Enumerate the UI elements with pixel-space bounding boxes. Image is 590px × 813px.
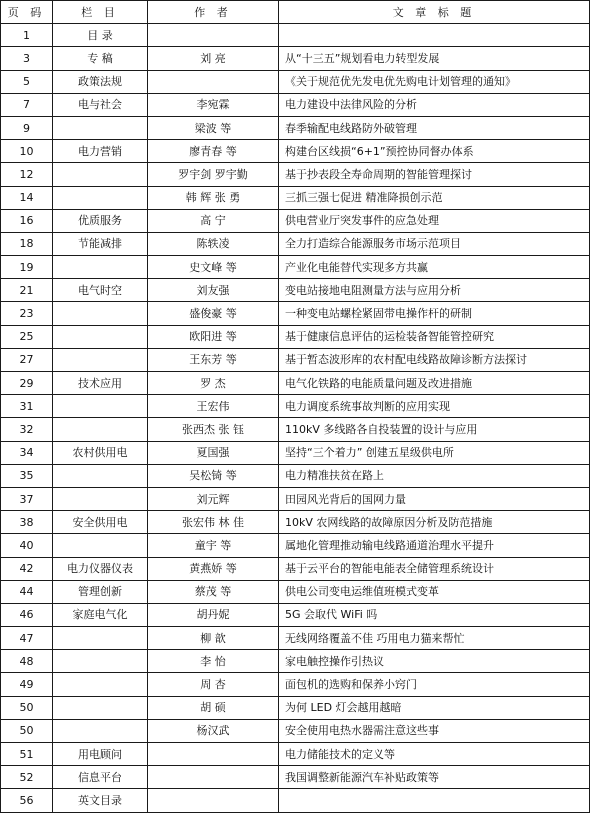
article-title-cell: 基于抄表段全寿命周期的智能管理探讨	[279, 163, 590, 186]
article-title-cell: 我国调整新能源汽车补贴政策等	[279, 766, 590, 789]
author-cell	[148, 766, 279, 789]
column-cell: 目 录	[53, 24, 148, 47]
table-row	[1, 418, 590, 441]
table-row	[1, 673, 590, 696]
article-title-cell	[279, 789, 590, 812]
page-number-cell: 47	[1, 627, 53, 650]
column-cell	[53, 673, 148, 696]
author-cell: 刘友强	[148, 279, 279, 302]
column-cell	[53, 487, 148, 510]
article-title-cell: 田园风光背后的国网力量	[279, 487, 590, 510]
table-row	[1, 372, 590, 395]
column-cell: 技术应用	[53, 372, 148, 395]
column-cell: 安全供用电	[53, 511, 148, 534]
page-number-cell: 18	[1, 232, 53, 255]
column-cell: 用电顾问	[53, 743, 148, 766]
author-cell: 韩 辉 张 勇	[148, 186, 279, 209]
page-number-cell: 7	[1, 93, 53, 116]
column-cell: 电力仪器仪表	[53, 557, 148, 580]
author-cell: 欧阳进 等	[148, 325, 279, 348]
author-cell: 梁波 等	[148, 116, 279, 139]
article-title-cell: 一种变电站螺栓紧固带电操作杆的研制	[279, 302, 590, 325]
page-number-cell: 21	[1, 279, 53, 302]
page-number-cell: 10	[1, 140, 53, 163]
column-cell	[53, 534, 148, 557]
column-cell: 信息平台	[53, 766, 148, 789]
page-number-cell: 29	[1, 372, 53, 395]
table-row	[1, 348, 590, 371]
table-row	[1, 163, 590, 186]
column-cell: 节能减排	[53, 232, 148, 255]
article-title-cell: 属地化管理推动输电线路通道治理水平提升	[279, 534, 590, 557]
column-cell	[53, 650, 148, 673]
column-cell	[53, 696, 148, 719]
page-number-cell: 48	[1, 650, 53, 673]
author-cell: 夏国强	[148, 441, 279, 464]
author-cell: 盛俊豪 等	[148, 302, 279, 325]
page-number-cell: 5	[1, 70, 53, 93]
table-row	[1, 743, 590, 766]
author-cell: 李宛霖	[148, 93, 279, 116]
article-title-cell: 全力打造综合能源服务市场示范项目	[279, 232, 590, 255]
page-number-cell: 16	[1, 209, 53, 232]
author-cell	[148, 70, 279, 93]
table-row	[1, 302, 590, 325]
author-cell: 童宇 等	[148, 534, 279, 557]
author-cell: 王宏伟	[148, 395, 279, 418]
header-title: 文 章 标 题	[279, 1, 590, 24]
author-cell: 周 杏	[148, 673, 279, 696]
article-title-cell: 从“十三五”规划看电力转型发展	[279, 47, 590, 70]
author-cell: 吴松锜 等	[148, 464, 279, 487]
page-number-cell: 32	[1, 418, 53, 441]
page-number-cell: 50	[1, 719, 53, 742]
author-cell	[148, 24, 279, 47]
table-row	[1, 24, 590, 47]
article-title-cell: 《关于规范优先发电优先购电计划管理的通知》	[279, 70, 590, 93]
column-cell	[53, 348, 148, 371]
author-cell	[148, 743, 279, 766]
column-cell	[53, 186, 148, 209]
column-cell: 管理创新	[53, 580, 148, 603]
article-title-cell: 电气化铁路的电能质量问题及改进措施	[279, 372, 590, 395]
table-row	[1, 487, 590, 510]
author-cell: 杨汉武	[148, 719, 279, 742]
table-row	[1, 511, 590, 534]
table-row	[1, 650, 590, 673]
column-cell: 政策法规	[53, 70, 148, 93]
table-row	[1, 696, 590, 719]
article-title-cell: 变电站接地电阻测量方法与应用分析	[279, 279, 590, 302]
page-number-cell: 52	[1, 766, 53, 789]
article-title-cell: 三抓三强七促进 精准降损创示范	[279, 186, 590, 209]
author-cell: 刘元辉	[148, 487, 279, 510]
article-title-cell: 电力建设中法律风险的分析	[279, 93, 590, 116]
header-column: 栏 目	[53, 1, 148, 24]
author-cell: 高 宁	[148, 209, 279, 232]
column-cell	[53, 418, 148, 441]
article-title-cell: 无线网络覆盖不佳 巧用电力猫来帮忙	[279, 627, 590, 650]
article-title-cell	[279, 24, 590, 47]
table-row	[1, 395, 590, 418]
article-title-cell: 为何 LED 灯会越用越暗	[279, 696, 590, 719]
page-number-cell: 44	[1, 580, 53, 603]
article-title-cell: 基于健康信息评估的运检装备智能管控研究	[279, 325, 590, 348]
page-number-cell: 31	[1, 395, 53, 418]
article-title-cell: 家电触控操作引热议	[279, 650, 590, 673]
page-number-cell: 1	[1, 24, 53, 47]
page-number-cell: 19	[1, 256, 53, 279]
column-cell	[53, 395, 148, 418]
article-title-cell: 坚持“三个着力” 创建五星级供电所	[279, 441, 590, 464]
author-cell: 王东芳 等	[148, 348, 279, 371]
table-row	[1, 627, 590, 650]
table-row	[1, 70, 590, 93]
article-title-cell: 电力储能技术的定义等	[279, 743, 590, 766]
article-title-cell: 供电公司变电运维值班模式变革	[279, 580, 590, 603]
column-cell	[53, 302, 148, 325]
column-cell	[53, 325, 148, 348]
table-row	[1, 441, 590, 464]
table-row	[1, 256, 590, 279]
table-row	[1, 325, 590, 348]
table-row	[1, 789, 590, 812]
column-cell	[53, 627, 148, 650]
table-row	[1, 557, 590, 580]
author-cell: 张西杰 张 钰	[148, 418, 279, 441]
table-row	[1, 719, 590, 742]
author-cell	[148, 789, 279, 812]
page-number-cell: 25	[1, 325, 53, 348]
column-cell	[53, 256, 148, 279]
header-page: 页 码	[1, 1, 53, 24]
column-cell: 专 稿	[53, 47, 148, 70]
page-number-cell: 40	[1, 534, 53, 557]
page-number-cell: 51	[1, 743, 53, 766]
column-cell: 电气时空	[53, 279, 148, 302]
article-title-cell: 5G 会取代 WiFi 吗	[279, 603, 590, 626]
author-cell: 李 怡	[148, 650, 279, 673]
page-number-cell: 42	[1, 557, 53, 580]
table-row	[1, 534, 590, 557]
table-row	[1, 603, 590, 626]
author-cell: 胡丹妮	[148, 603, 279, 626]
table-row	[1, 93, 590, 116]
article-title-cell: 电力调度系统事故判断的应用实现	[279, 395, 590, 418]
author-cell: 刘 亮	[148, 47, 279, 70]
header-author: 作 者	[148, 1, 279, 24]
column-cell	[53, 719, 148, 742]
table-row	[1, 766, 590, 789]
author-cell: 张宏伟 林 佳	[148, 511, 279, 534]
article-title-cell: 110kV 多线路各自投装置的设计与应用	[279, 418, 590, 441]
page-number-cell: 12	[1, 163, 53, 186]
article-title-cell: 电力精准扶贫在路上	[279, 464, 590, 487]
column-cell: 电力营销	[53, 140, 148, 163]
author-cell: 柳 歆	[148, 627, 279, 650]
article-title-cell: 供电营业厅突发事件的应急处理	[279, 209, 590, 232]
column-cell	[53, 163, 148, 186]
author-cell: 蔡茂 等	[148, 580, 279, 603]
column-cell: 英文目录	[53, 789, 148, 812]
article-title-cell: 安全使用电热水器需注意这些事	[279, 719, 590, 742]
page-number-cell: 23	[1, 302, 53, 325]
page-number-cell: 50	[1, 696, 53, 719]
article-title-cell: 构建台区线损“6+1”预控协同督办体系	[279, 140, 590, 163]
article-title-cell: 春季输配电线路防外破管理	[279, 116, 590, 139]
author-cell: 史文峰 等	[148, 256, 279, 279]
page-number-cell: 46	[1, 603, 53, 626]
author-cell: 罗宇剑 罗宇勤	[148, 163, 279, 186]
page-number-cell: 9	[1, 116, 53, 139]
author-cell: 胡 硕	[148, 696, 279, 719]
table-row	[1, 116, 590, 139]
article-title-cell: 基于暂态波形库的农村配电线路故障诊断方法探讨	[279, 348, 590, 371]
column-cell	[53, 116, 148, 139]
column-cell: 电与社会	[53, 93, 148, 116]
page-number-cell: 49	[1, 673, 53, 696]
author-cell: 罗 杰	[148, 372, 279, 395]
table-row	[1, 279, 590, 302]
author-cell: 廖青春 等	[148, 140, 279, 163]
table-row	[1, 464, 590, 487]
table-row	[1, 209, 590, 232]
page-number-cell: 38	[1, 511, 53, 534]
table-row	[1, 140, 590, 163]
column-cell	[53, 464, 148, 487]
header-row	[1, 1, 590, 24]
column-cell: 优质服务	[53, 209, 148, 232]
toc-body	[1, 1, 590, 813]
table-row	[1, 232, 590, 255]
table-row	[1, 47, 590, 70]
page-number-cell: 34	[1, 441, 53, 464]
article-title-cell: 面包机的选购和保养小窍门	[279, 673, 590, 696]
article-title-cell: 基于云平台的智能电能表全储管理系统设计	[279, 557, 590, 580]
page-number-cell: 56	[1, 789, 53, 812]
table-row	[1, 186, 590, 209]
page-number-cell: 37	[1, 487, 53, 510]
page-number-cell: 3	[1, 47, 53, 70]
page-number-cell: 35	[1, 464, 53, 487]
column-cell: 农村供用电	[53, 441, 148, 464]
column-cell: 家庭电气化	[53, 603, 148, 626]
page-number-cell: 14	[1, 186, 53, 209]
author-cell: 黄燕娇 等	[148, 557, 279, 580]
article-title-cell: 10kV 农网线路的故障原因分析及防范措施	[279, 511, 590, 534]
page-number-cell: 27	[1, 348, 53, 371]
author-cell: 陈轶凌	[148, 232, 279, 255]
article-title-cell: 产业化电能替代实现多方共赢	[279, 256, 590, 279]
table-row	[1, 580, 590, 603]
